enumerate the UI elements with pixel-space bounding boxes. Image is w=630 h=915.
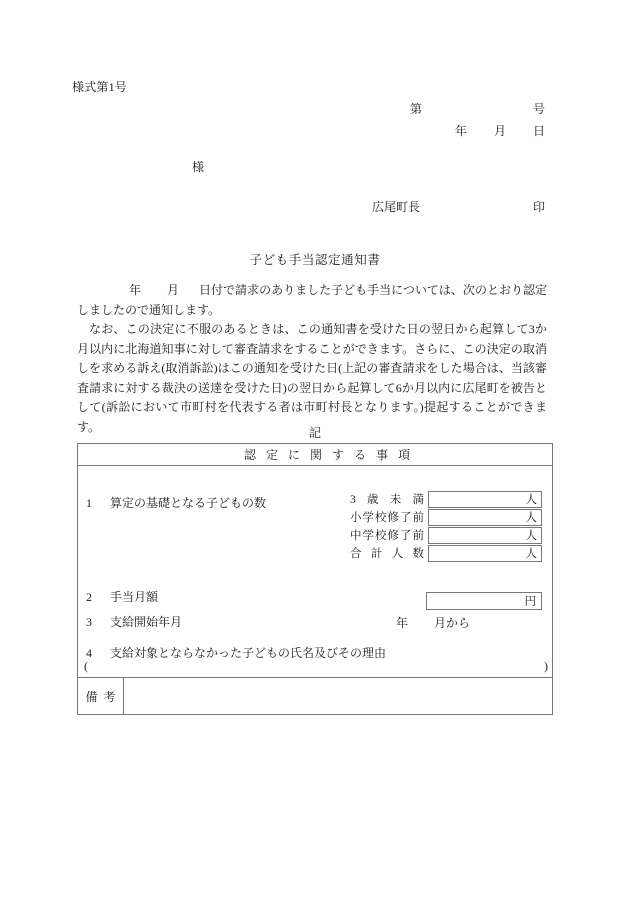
ki-mark: 記 (308, 426, 321, 440)
row-1-text: 算定の基礎となる子どもの数 (110, 496, 267, 510)
row-1-label (86, 494, 266, 511)
body-text (77, 281, 547, 437)
row-3-text: 支給開始年月 (110, 615, 183, 629)
document-number-suffix: 号 (532, 102, 545, 116)
row-4-text: 支給対象とならなかった子どもの氏名及びその理由 (110, 646, 387, 660)
row-2-label (86, 588, 158, 605)
count-label-pre-juniorhigh: 中学校修了前 (350, 530, 424, 542)
document-number-line (410, 100, 545, 117)
monthly-amount-group (426, 592, 542, 610)
monthly-amount-input[interactable] (426, 592, 542, 610)
count-unit: 人 (525, 530, 537, 542)
issuer-line (372, 198, 545, 215)
remarks-label: 備考 (78, 678, 124, 714)
count-row (350, 526, 542, 544)
lead-year-label: 年 (129, 283, 142, 297)
row-2-number: 2 (86, 590, 92, 604)
lead-month-label: 月 (167, 283, 180, 297)
row-3-number: 3 (86, 615, 92, 629)
table-header-cell: 認定に関する事項 (78, 444, 552, 466)
count-input-under-3[interactable] (428, 491, 542, 508)
remarks-row (78, 678, 552, 714)
row-4-number: 4 (86, 646, 92, 660)
remarks-input[interactable] (124, 678, 552, 714)
count-input-pre-juniorhigh[interactable] (428, 527, 542, 544)
child-count-group (350, 490, 542, 562)
count-row (350, 490, 542, 508)
seal-mark: 印 (532, 200, 545, 214)
document-number-prefix: 第 (410, 102, 423, 116)
paren-close: ) (544, 659, 548, 673)
row-2-text: 手当月額 (110, 590, 159, 604)
count-label-under-3: 3歳未満 (350, 494, 424, 506)
count-unit: 人 (525, 512, 537, 524)
page-title: 子ども手当認定通知書 (249, 253, 381, 267)
issue-year-label: 年 (455, 124, 468, 138)
paren-open: ( (84, 659, 88, 673)
certification-table (77, 443, 553, 715)
body-paragraph-2: なお、この決定に不服のあるときは、この通知書を受けた日の翌日から起算して3か月以内に北海道知事に対して審査請求をすることができます。さらに、この決定の取消しを求める訴え(取消訴訟)はこの通知を受けた日(上記の審査請求をした場合は、当該審査請求に対する裁決の送達を受けた日)の翌日から起算して6か月以内に広尾町を被告として(訴訟において市町村を代表する者は市町村長となります。)提起することができます。 (77, 322, 547, 434)
lead-rest-text: 日付で請求のありました子ども手当については、次のとおり認定しましたので通知します。 (77, 283, 547, 317)
count-input-total[interactable] (428, 545, 542, 562)
row-1-number: 1 (86, 496, 92, 510)
body-paragraph-1 (77, 281, 547, 320)
issue-month-label: 月 (493, 124, 506, 138)
count-unit: 人 (525, 548, 537, 560)
count-unit: 人 (525, 494, 537, 506)
count-label-total: 合計人数 (350, 548, 424, 560)
start-date-fields[interactable] (396, 614, 470, 631)
form-number: 様式第1号 (72, 80, 128, 94)
excluded-children-field[interactable] (84, 659, 548, 674)
count-input-pre-elementary[interactable] (428, 509, 542, 526)
table-body (78, 466, 552, 678)
issuer-name: 広尾町長 (372, 200, 421, 214)
amount-unit: 円 (524, 596, 536, 608)
count-row (350, 508, 542, 526)
addressee-honorific: 様 (192, 160, 205, 174)
count-label-pre-elementary: 小学校修了前 (350, 512, 424, 524)
issue-day-label: 日 (532, 124, 545, 138)
row-3-label (86, 613, 182, 630)
issue-date-line (455, 122, 545, 139)
count-row (350, 544, 542, 562)
start-date-month-label: 月から (434, 616, 471, 630)
start-date-year-label: 年 (396, 616, 409, 630)
